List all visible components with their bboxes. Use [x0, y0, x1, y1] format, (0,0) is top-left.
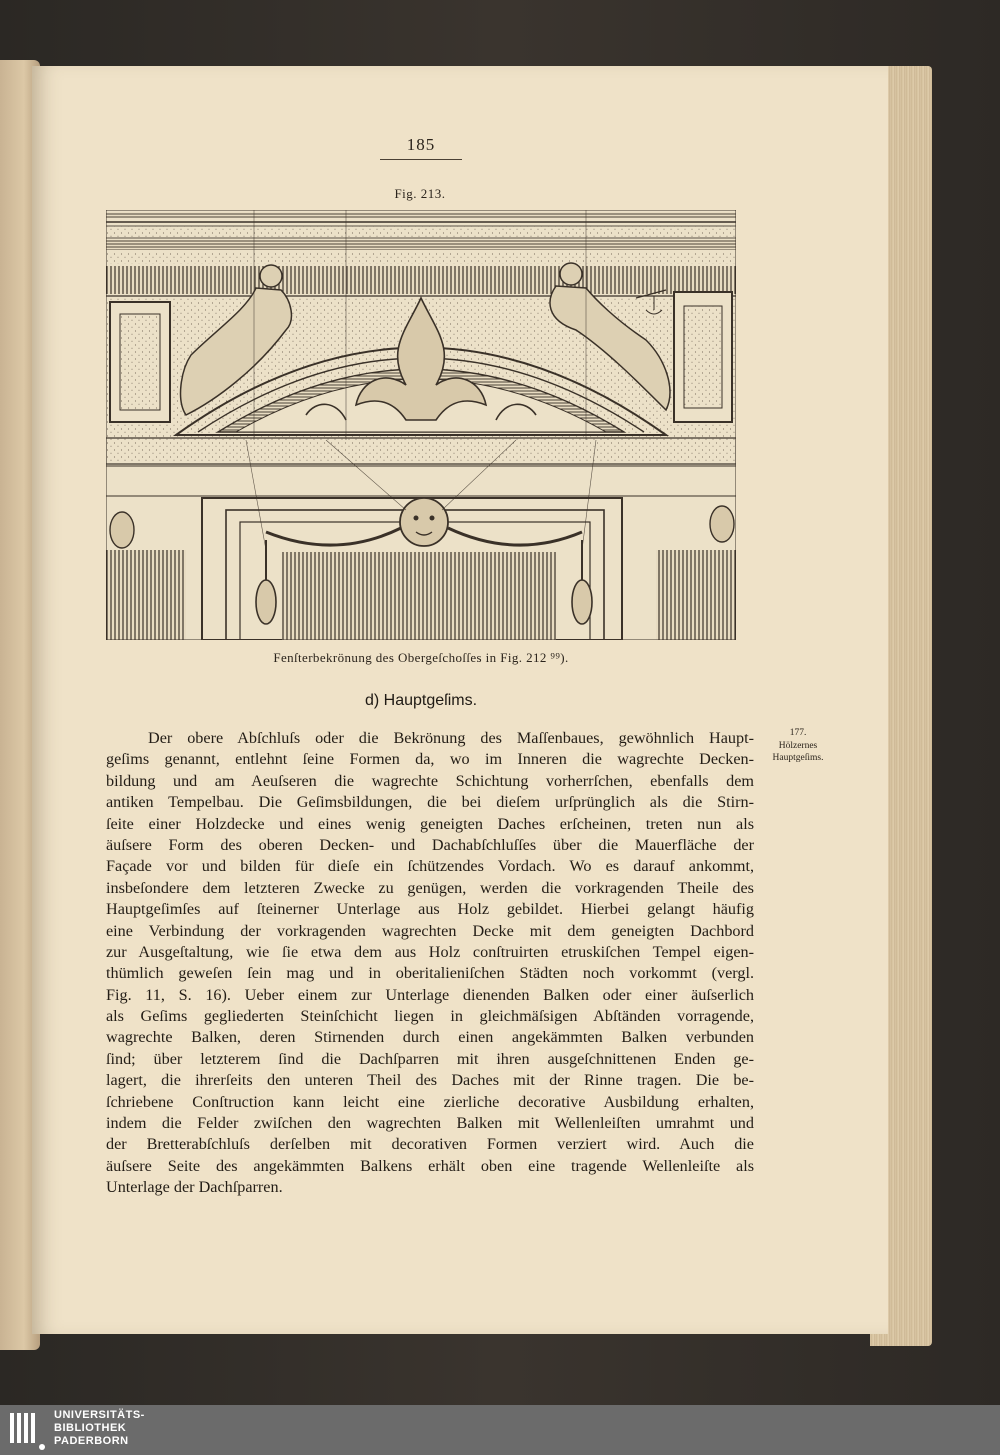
- text-line: insbeſondere dem letzteren Zwecke zu genügen, werden die vorkragenden Theile des: [106, 878, 754, 897]
- section-heading: d) Hauptgeſims.: [364, 692, 478, 709]
- body-text: [106, 728, 754, 1199]
- text-line: wagrechte Balken, deren Stirnenden durch einen angekämmten Balken verbunden: [106, 1028, 754, 1047]
- text-line: indem die Felder zwiſchen den wagrechten Balken mit Wellenleiſten umrahmt und: [106, 1114, 754, 1133]
- footer-bar: [0, 1405, 1000, 1455]
- margin-note-line1: Hölzernes: [778, 740, 818, 751]
- text-line: thümlich geweſen ſein mag und in oberitalieniſchen Städten noch vorkommt (vergl.: [106, 964, 754, 983]
- text-line: Façade vor und bilden für dieſe ein ſchützendes Vordach. Wo es darauf ankommt,: [106, 857, 754, 876]
- text-line: ſeite einer Holzdecke und eines wenig geneigten Daches erſcheinen, treten nun als: [106, 814, 754, 833]
- text-line: als Geſims gegliederten Steinſchicht liegen in gleichmäſsigen Abſtänden vorragende,: [106, 1007, 754, 1026]
- library-logo-icon: [8, 1409, 50, 1451]
- text-line: Unterlage der Dachſparren.: [106, 1178, 283, 1197]
- margin-note: [756, 727, 840, 765]
- text-line: Hauptgeſimſes auf ſteinerner Unterlage aus Holz gebildet. Hierbei gelangt häufig: [106, 900, 754, 919]
- text-line: lagert, die ihrerſeits den unteren Theil des Daches mit der Rinne tragen. Die be-: [106, 1071, 754, 1090]
- margin-note-number: 177.: [789, 728, 807, 738]
- figure-label: Fig. 213.: [394, 186, 446, 201]
- text-line: Der obere Abſchluſs oder die Bekrönung des Maſſenbaues, gewöhnlich Haupt-: [148, 729, 754, 747]
- text-line: eine Verbindung der vorkragenden wagrechten Decke mit dem geneigten Dachbord: [106, 921, 754, 940]
- figure-engraving: [106, 210, 736, 640]
- text-line: Fig. 11, S. 16). Ueber einem zur Unterlage dienenden Balken oder einer äuſserlich: [106, 985, 754, 1004]
- text-line: ſchriebene Conſtruction kann leicht eine zierliche decorative Ausbildung erhalten,: [106, 1092, 754, 1111]
- text-line: geſims genannt, entlehnt ſeine Formen da, wo im Inneren die wagrechte Decken-: [106, 750, 754, 769]
- page-number: 185: [380, 135, 462, 160]
- margin-note-line2: Hauptgeſims.: [772, 753, 824, 763]
- library-name-line3: PADERBORN: [54, 1435, 129, 1447]
- text-line: zur Ausgeſtaltung, wie ſie etwa dem aus Holz conſtruirten etruskiſchen Tempel eigen-: [106, 942, 754, 961]
- figure-caption: Fenſterbekrönung des Obergeſchoſſes in Fig. 212 ⁹⁹).: [273, 650, 569, 665]
- library-name-line2: BIBLIOTHEK: [54, 1422, 127, 1434]
- text-line: antiken Tempelbau. Die Geſimsbildungen, die bei dieſem urſprünglich als die Stirn-: [106, 793, 754, 812]
- text-line: äuſsere Seite des angekämmten Balkens erhält oben eine tragende Wellenleiſte als: [106, 1156, 754, 1175]
- text-line: äuſsere Form des oberen Decken- und Dachabſchluſſes über die Mauerfläche der: [106, 835, 754, 854]
- library-name: [54, 1409, 145, 1448]
- text-line: der Bretterabſchluſs derſelben mit decorativen Formen verziert wird. Auch die: [106, 1135, 754, 1154]
- library-name-line1: UNIVERSITÄTS-: [54, 1409, 145, 1421]
- text-line: bildung und am Aeuſseren die wagrechte Schichtung vorherrſchen, ebenfalls dem: [106, 771, 754, 790]
- text-line: ſind; über letzterem ſind die Dachſparren mit ihren ausgeſchnittenen Enden ge-: [106, 1049, 754, 1068]
